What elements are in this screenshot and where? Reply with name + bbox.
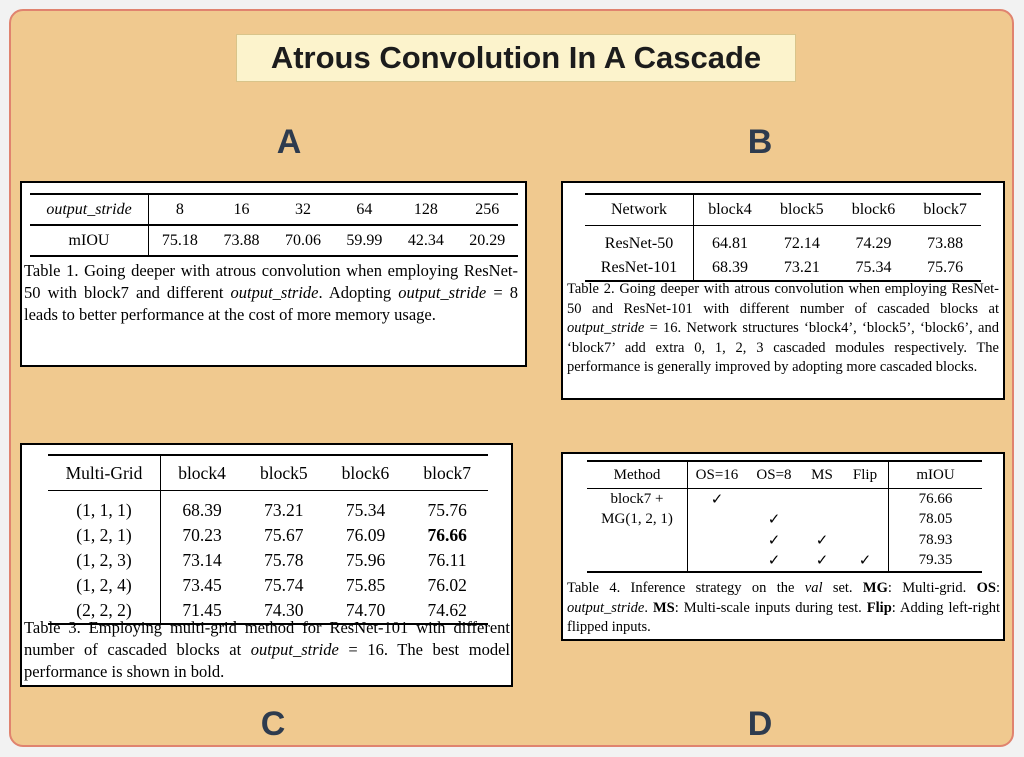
table-4-header: MS: [811, 466, 833, 483]
table-3-header: block4: [178, 462, 226, 483]
table-3-header: block6: [341, 462, 390, 483]
table-3-cell: (1, 2, 1): [48, 523, 161, 548]
table-3-caption: Table 3. Employing multi-grid method for ResNet-101 with different number of cascaded blocks at output_stride = 16. The best model performance is shown in bold.: [24, 618, 510, 681]
table-1-stride: 8: [175, 200, 184, 218]
table-4-caption: Table 4. Inference strategy on the val set. MG: Multi-grid. OS: output_stride. MS: Multi-scale inputs during test. Flip: Adding left-right flipped inputs.: [567, 580, 1001, 635]
table-4: [587, 460, 982, 573]
table-1: [30, 193, 518, 257]
panel-table-4: [561, 452, 1005, 641]
table-3-cell: 71.45: [182, 600, 222, 620]
table-4-check: ✓: [815, 553, 829, 570]
panel-table-1: [20, 181, 527, 367]
table-2-cell: 75.76: [927, 259, 964, 276]
table-3-cell: 75.34: [345, 500, 386, 520]
table-4-check: ✓: [767, 532, 781, 549]
table-1-stride: 128: [413, 200, 438, 218]
table-1-stride: 16: [233, 200, 250, 218]
table-2-cell: 73.88: [927, 235, 964, 252]
table-3-cell: 75.76: [427, 500, 467, 520]
table-2-header-row: [585, 194, 981, 226]
table-4-method-line: block7 +: [587, 489, 688, 510]
table-3-cell: 74.30: [264, 600, 304, 620]
table-4-check: ✓: [767, 512, 781, 529]
table-2-header: Network: [585, 194, 694, 226]
table-3-cell: 75.67: [264, 525, 304, 545]
table-4-check: ✓: [710, 491, 724, 508]
table-2-cell: ResNet-50: [585, 226, 694, 257]
table-3: [48, 454, 488, 625]
table-4-method-line: MG(1, 2, 1): [587, 510, 688, 531]
table-3-cell: 73.45: [182, 575, 222, 595]
panel-table-3: [20, 443, 513, 687]
table-1-value: 59.99: [346, 231, 383, 249]
table-3-cell: 73.21: [264, 500, 304, 520]
table-4-row: [587, 489, 982, 510]
table-4-check: ✓: [815, 532, 829, 549]
table-3-cell: 73.14: [182, 550, 222, 570]
table-4-row: [587, 551, 982, 573]
table-3-cell: 70.23: [182, 525, 222, 545]
table-2-cell: ResNet-101: [585, 256, 694, 281]
table-2-cell: 75.34: [855, 259, 892, 276]
table-1-metric-label: mIOU: [30, 225, 149, 256]
table-3-header: Multi-Grid: [48, 455, 161, 491]
table-4-header: Method: [587, 461, 688, 489]
table-2-cell: 64.81: [711, 235, 748, 252]
table-3-cell: (1, 2, 3): [48, 548, 161, 573]
table-3-row: [48, 548, 488, 573]
table-2-row: [585, 226, 981, 257]
table-3-cell: 76.11: [427, 550, 467, 570]
table-4-header: mIOU: [916, 466, 955, 483]
table-3-cell: 76.09: [345, 525, 386, 545]
table-1-header-row: [30, 194, 518, 225]
table-3-row: [48, 491, 488, 524]
table-1-value: 42.34: [407, 231, 444, 249]
table-3-cell: 75.85: [345, 575, 386, 595]
table-1-caption: Table 1. Going deeper with atrous convolution when employing ResNet-50 with block7 and different output_stride. Adopting output_stride = 8 leads to better performance at the cost of more memory usage.: [24, 261, 518, 324]
label-c: C: [260, 705, 286, 743]
label-d: D: [747, 705, 773, 743]
table-4-header: OS=16: [695, 466, 739, 483]
table-2-caption: Table 2. Going deeper with atrous convolution when employing ResNet-50 and ResNet-101 with different number of cascaded blocks at output_stride = 16. Network structures ‘block4’, ‘block5’, ‘block6’, and ‘block7’ add extra 0, 1, 2, 3 cascaded modules respectively. The performance is generally improved by adopting more cascaded blocks.: [567, 281, 999, 375]
table-3-cell: 75.96: [345, 550, 386, 570]
table-4-row: [587, 530, 982, 551]
table-1-value: 70.06: [284, 231, 321, 249]
table-3-cell: 74.70: [345, 600, 386, 620]
table-3-cell: 68.39: [182, 500, 222, 520]
table-4-miou: 78.93: [918, 531, 953, 548]
table-3-header: block7: [423, 462, 471, 483]
table-3-cell: (2, 2, 2): [48, 598, 161, 624]
table-4-check: ✓: [842, 551, 889, 573]
table-3-cell: (1, 1, 1): [48, 491, 161, 524]
table-2-header: block5: [780, 201, 824, 218]
table-4-header: OS=8: [756, 466, 792, 483]
table-3-cell: 74.62: [427, 600, 467, 620]
table-4-miou: 78.05: [918, 511, 953, 528]
table-2-cell: 73.21: [783, 259, 820, 276]
table-3-cell: 76.02: [427, 575, 467, 595]
table-3-best-cell: 76.66: [427, 525, 467, 545]
table-2-header: block7: [923, 201, 967, 218]
table-4-row: [587, 510, 982, 531]
table-4-miou: 79.35: [918, 552, 953, 569]
table-1-value-row: [30, 225, 518, 256]
table-1-row-header: output_stride: [46, 200, 132, 218]
table-3-header: block5: [260, 462, 308, 483]
table-3-row: [48, 573, 488, 598]
table-4-miou: 76.66: [918, 490, 953, 507]
table-1-stride: 64: [356, 200, 373, 218]
table-3-cell: (1, 2, 4): [48, 573, 161, 598]
table-2: [585, 193, 981, 282]
table-2-header: block4: [708, 201, 752, 218]
table-2-cell: 72.14: [783, 235, 820, 252]
table-2-cell: 74.29: [855, 235, 892, 252]
table-2-header: block6: [851, 201, 896, 218]
table-1-stride: 32: [294, 200, 311, 218]
panel-table-2: [561, 181, 1005, 400]
table-2-row: [585, 256, 981, 281]
table-1-value: 20.29: [469, 231, 506, 249]
label-a: A: [276, 123, 302, 161]
table-3-cell: 75.78: [264, 550, 304, 570]
slide-title: Atrous Convolution In A Cascade: [236, 34, 796, 82]
table-4-check: ✓: [767, 553, 781, 570]
table-4-header-row: [587, 461, 982, 489]
table-3-cell: 75.74: [264, 575, 304, 595]
table-2-cell: 68.39: [711, 259, 748, 276]
table-1-value: 73.88: [223, 231, 260, 249]
table-3-header-row: [48, 455, 488, 491]
table-3-row: [48, 523, 488, 548]
table-1-value: 75.18: [161, 231, 198, 249]
table-1-stride: 256: [475, 200, 500, 218]
label-b: B: [747, 123, 773, 161]
table-4-header: Flip: [842, 461, 889, 489]
